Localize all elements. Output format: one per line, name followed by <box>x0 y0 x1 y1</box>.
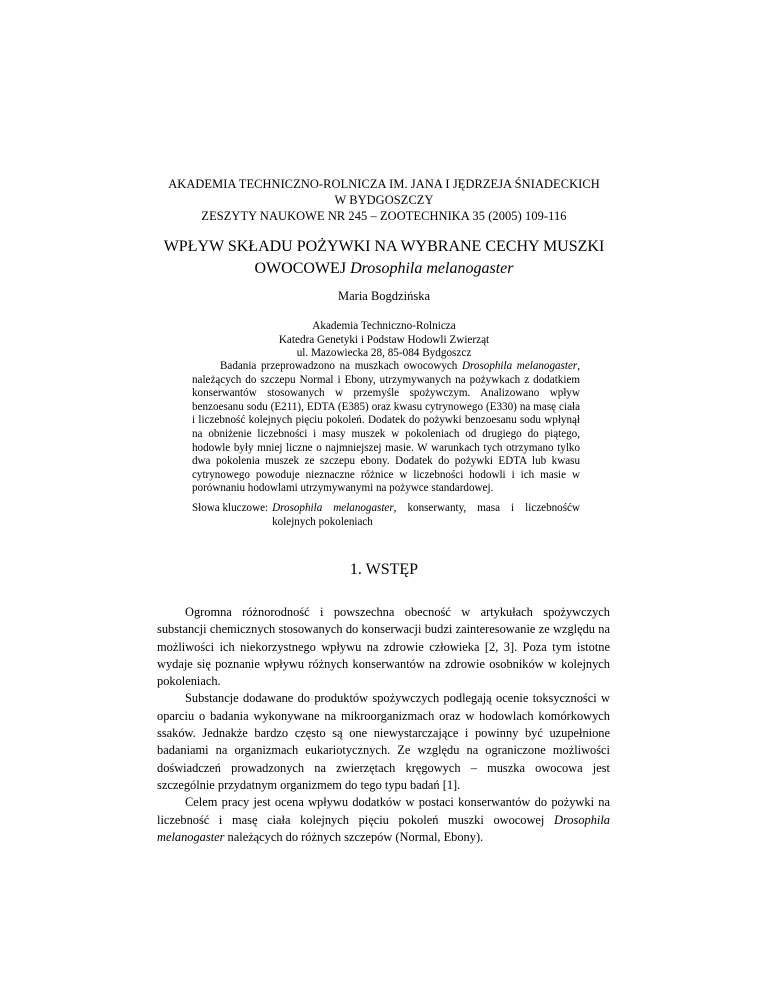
title-line-2 <box>0 258 768 280</box>
abstract-text-1: Badania przeprowadzono na muszkach owocowych <box>220 360 463 372</box>
author-name: Maria Bogdzińska <box>338 289 430 303</box>
keywords-text <box>272 502 580 529</box>
header-line-journal: ZESZYTY NAUKOWE NR 245 – ZOOTECHNIKA 35 (2005) 109-116 <box>201 209 567 223</box>
paragraph-3-text-2: należących do różnych szczepów (Normal, Ebony). <box>224 829 484 844</box>
abstract <box>192 360 580 496</box>
keywords-label: Słowa kluczowe: <box>192 502 269 514</box>
keywords-rest: , konserwanty, masa i liczebnośćw kolejnych pokoleniach <box>272 502 580 528</box>
affiliation-line-1: Akademia Techniczno-Rolnicza <box>312 320 456 332</box>
affiliation <box>0 320 768 361</box>
paragraph-2: Substancje dodawane do produktów spożywczych podlegają ocenie toksyczności w oparciu o badania wykonywane na mikroorganizmach oraz w hodowlach komórkowych ssaków. Jednakże bardzo często są one niewystarczające i powinny być uzupełnione badaniami na organizmach eukariotycznych. Ze względu na ograniczone możliwości doświadczeń prowadzonych na zwierzętach kręgowych – muszka owocowa jest szczególnie przydatnym organizmem do tego typu badań [1]. <box>157 691 610 792</box>
keywords <box>192 502 580 529</box>
title-species: Drosophila melanogaster <box>350 260 514 277</box>
affiliation-line-3: ul. Mazowiecka 28, 85-084 Bydgoszcz <box>296 347 472 359</box>
affiliation-line-2: Katedra Genetyki i Podstaw Hodowli Zwierząt <box>278 333 490 346</box>
keywords-species: Drosophila melanogaster <box>272 502 394 514</box>
paper-title <box>0 236 768 280</box>
paragraph-3-species: Drosophila melanogaster <box>157 812 610 844</box>
paragraph-3 <box>157 794 610 846</box>
header-line-institution: AKADEMIA TECHNICZNO-ROLNICZA IM. JANA I JĘDRZEJA ŚNIADECKICH <box>168 177 600 191</box>
journal-header <box>0 176 768 224</box>
title-line-1: WPŁYW SKŁADU POŻYWKI NA WYBRANE CECHY MUSZKI <box>163 238 605 255</box>
title-prefix: OWOCOWEJ <box>254 260 351 277</box>
paragraph-1: Ogromna różnorodność i powszechna obecność w artykułach spożywczych substancji chemicznych stosowanych do konserwacji budzi zainteresowanie ze względu na możliwości ich niekorzystnego wpływu na zdrowie człowieka [2, 3]. Poza tym istotne wydaje się poznanie wpływu różnych konserwantów na zdrowie osobników w kolejnych pokoleniach. <box>157 605 610 689</box>
abstract-species: Drosophila melanogaster <box>462 360 578 372</box>
header-line-city: W BYDGOSZCZY <box>334 193 434 207</box>
section-heading: 1. WSTĘP <box>349 561 419 578</box>
paragraph-3-text-1: Celem pracy jest ocena wpływu dodatków w postaci konserwantów do pożywki na liczebność i masę ciała kolejnych pięciu pokoleń muszki owocowej <box>157 795 610 827</box>
body-text <box>157 604 610 846</box>
abstract-text-2: , należących do szczepu Normal i Ebony, utrzymywanych na pożywkach z dodatkiem konserwantów stosowanych w przemyśle spożywczym. Analizowano wpływ benzoesanu sodu (E211), EDTA (E385) oraz kwasu cytrynowego (E330) na masę ciała i liczebność kolejnych pięciu pokoleń. Dodatek do pożywki benzoesanu sodu wpłynął na obniżenie liczebności i masy muszek w pokoleniach od drugiego do piątego, hodowle były mniej liczne o najmniejszej masie. W warunkach tych otrzymano tylko dwa pokolenia muszek ze szczepu ebony. Dodatek do pożywki EDTA lub kwasu cytrynowego powoduje nieznaczne różnice w liczebności hodowli i ich masie w porównaniu hodowlami utrzymywanymi na pożywce standardowej. <box>192 360 580 495</box>
